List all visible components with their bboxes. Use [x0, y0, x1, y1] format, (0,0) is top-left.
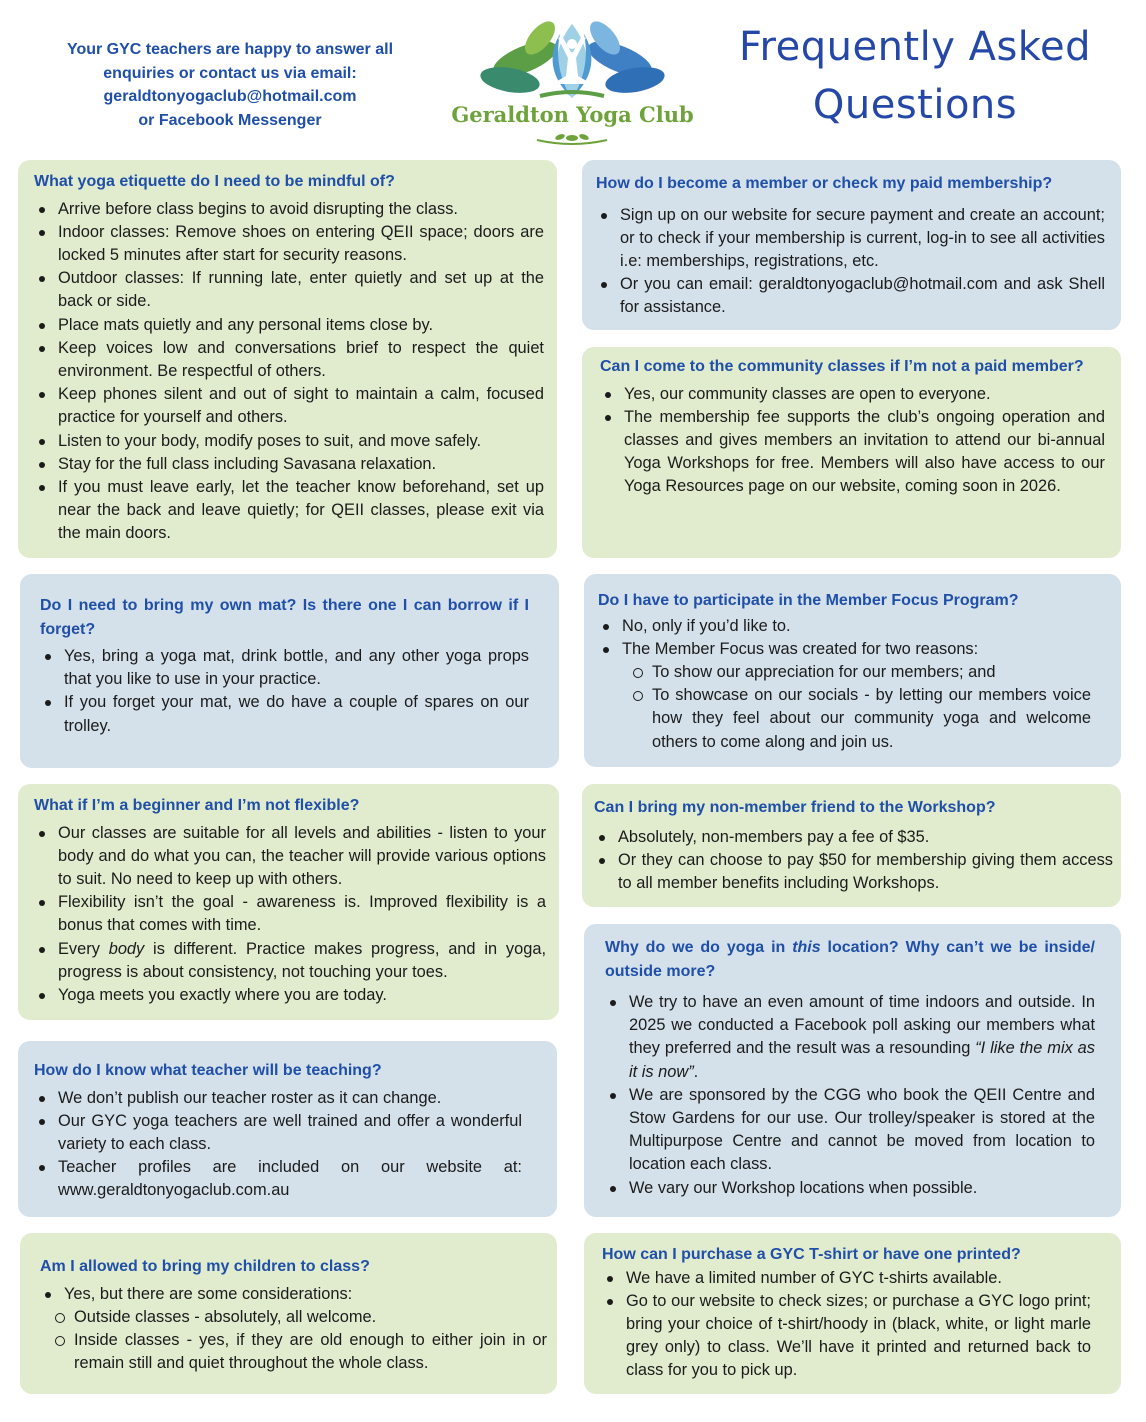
faq-card-beginner: [18, 784, 559, 1020]
sub-list-item: Outside classes - absolutely, all welcome.: [74, 1306, 547, 1329]
faq-card-tshirt: [584, 1233, 1121, 1394]
faq-answer-list: [602, 1267, 1091, 1383]
list-item: If you must leave early, let the teacher know beforehand, set up near the back and leave quietly; for QEII classes, please exit via the main doors.: [58, 476, 544, 546]
list-item: Absolutely, non-members pay a fee of $35.: [618, 826, 1113, 849]
faq-question: Am I allowed to bring my children to class?: [40, 1258, 370, 1275]
faq-answer-list: [596, 204, 1105, 320]
yoga-lotus-icon: [440, 14, 705, 104]
text-run: Every: [58, 939, 109, 958]
list-item: Go to our website to check sizes; or purchase a GYC logo print; bring your choice of t-shirt/hoody in (black, white, or light marle grey only) to class. We’ll have it printed and returned back to class for you to pick up.: [626, 1290, 1091, 1383]
faq-question: How can I purchase a GYC T-shirt or have one printed?: [602, 1246, 1021, 1263]
faq-question: Do I need to bring my own mat? Is there one I can borrow if I forget?: [40, 597, 529, 638]
list-item: We have a limited number of GYC t-shirts available.: [626, 1267, 1091, 1290]
faq-answer-list: [605, 991, 1095, 1200]
faq-question: [605, 936, 1095, 983]
faq-answer-list: [598, 615, 1091, 754]
title-line: Questions: [812, 82, 1018, 128]
faq-card-teacher: [18, 1041, 557, 1217]
list-item: Our GYC yoga teachers are well trained and offer a wonderful variety to each class.: [58, 1110, 522, 1156]
list-item: Yes, our community classes are open to everyone.: [624, 383, 1105, 406]
text-run: We try to have an even amount of time indoors and outside. In 2025 we conducted a Facebook poll asking our members what they preferred and the result was a resounding: [629, 993, 1095, 1058]
faq-card-friend: [582, 784, 1121, 907]
text-run: location? Why can’t we be inside/ outside more?: [605, 939, 1096, 980]
list-item: Listen to your body, modify poses to suit, and move safely.: [58, 430, 544, 453]
faq-answer-list: [34, 822, 546, 1008]
contact-info: [30, 38, 430, 132]
list-item: No, only if you’d like to.: [622, 615, 1091, 638]
list-item: [64, 1283, 547, 1376]
faq-sub-list: [622, 661, 1091, 754]
list-item: If you forget your mat, we do have a couple of spares on our trolley.: [64, 691, 529, 737]
faq-question: What yoga etiquette do I need to be mindful of?: [34, 173, 395, 190]
faq-card-etiquette: [18, 160, 557, 558]
text-run: is different. Practice makes progress, and in yoga, progress is about consistency, not touching your toes.: [58, 939, 546, 981]
contact-email: geraldtonyogaclub@hotmail.com: [103, 88, 357, 105]
faq-answer-list: [40, 645, 529, 738]
list-item: We vary our Workshop locations when possible.: [629, 1177, 1095, 1200]
list-item: Arrive before class begins to avoid disrupting the class.: [58, 198, 544, 221]
faq-question: How do I become a member or check my paid membership?: [596, 175, 1053, 192]
list-item: Yoga meets you exactly where you are today.: [58, 984, 546, 1007]
emphasis: this: [792, 939, 821, 956]
faq-question: Can I come to the community classes if I’m not a paid member?: [600, 358, 1084, 375]
list-item: Keep voices low and conversations brief to respect the quiet environment. Be respectful of others.: [58, 337, 544, 383]
logo-name: Geraldton Yoga Club: [451, 102, 694, 127]
text-run: Why do we do yoga in: [605, 939, 793, 956]
sub-list-item: To show our appreciation for our members; and: [652, 661, 1091, 684]
sub-list-item: Inside classes - yes, if they are old enough to either join in or remain still and quiet throughout the whole class.: [74, 1329, 547, 1375]
faq-card-membership: [582, 160, 1121, 330]
title-line: Frequently Asked: [738, 24, 1092, 70]
leaf-ornament-icon: [532, 130, 612, 150]
faq-card-children: [20, 1233, 557, 1394]
list-item: Teacher profiles are included on our website at: www.geraldtonyogaclub.com.au: [58, 1156, 522, 1202]
text-run: The Member Focus was created for two reasons:: [622, 639, 979, 658]
list-item: Place mats quietly and any personal items close by.: [58, 314, 544, 337]
faq-sub-list: [64, 1306, 547, 1376]
contact-line: enquiries or contact us via email:: [103, 64, 357, 82]
text-run: .: [693, 1062, 699, 1081]
list-item: Or you can email: geraldtonyogaclub@hotmail.com and ask Shell for assistance.: [620, 273, 1105, 319]
faq-question: Can I bring my non-member friend to the Workshop?: [594, 799, 996, 816]
faq-answer-list: [34, 198, 544, 546]
page-title: [705, 18, 1125, 134]
faq-card-community: [582, 347, 1121, 558]
list-item: We don’t publish our teacher roster as it can change.: [58, 1087, 522, 1110]
list-item: Keep phones silent and out of sight to maintain a calm, focused practice for yourself and others.: [58, 383, 544, 429]
text-run: Yes, but there are some considerations:: [64, 1284, 353, 1303]
faq-card-location: [584, 924, 1121, 1217]
list-item: Or they can choose to pay $50 for membership giving them access to all member benefits including Workshops.: [618, 849, 1113, 895]
list-item: Stay for the full class including Savasana relaxation.: [58, 453, 544, 476]
faq-answer-list: [40, 1283, 547, 1376]
club-logo: [440, 14, 705, 149]
list-item: Sign up on our website for secure payment and create an account; or to check if your membership is current, log-in to see all activities i.e: memberships, registrations, etc.: [620, 204, 1105, 274]
list-item: We are sponsored by the CGG who book the QEII Centre and Stow Gardens for our use. Our trolley/speaker is stored at the Multipurpose Centre and cannot be moved from location to location each class.: [629, 1084, 1095, 1177]
faq-card-mat: [20, 574, 559, 768]
faq-answer-list: [34, 1087, 522, 1203]
faq-question: What if I’m a beginner and I’m not flexible?: [34, 797, 360, 814]
contact-line: Your GYC teachers are happy to answer all: [66, 41, 394, 58]
list-item: Indoor classes: Remove shoes on entering QEII space; doors are locked 5 minutes after start for security reasons.: [58, 221, 544, 267]
contact-line: or Facebook Messenger: [138, 111, 322, 129]
faq-answer-list: [594, 826, 1113, 896]
emphasis: body: [108, 939, 145, 958]
faq-answer-list: [600, 383, 1105, 499]
list-item: Our classes are suitable for all levels and abilities - listen to your body and do what you can, the teacher will provide various options to suit. No need to keep up with others.: [58, 822, 546, 892]
list-item: [58, 938, 546, 984]
emphasis: “I like the mix as it is now”: [629, 1039, 1095, 1081]
list-item: Flexibility isn’t the goal - awareness is. Improved flexibility is a bonus that comes with time.: [58, 891, 546, 937]
list-item: The membership fee supports the club’s ongoing operation and classes and gives members an invitation to attend our bi-annual Yoga Workshops for free. Members will also have access to our Yoga Resources page on our website, coming soon in 2026.: [624, 406, 1105, 499]
list-item: [629, 991, 1095, 1084]
list-item: Outdoor classes: If running late, enter quietly and set up at the back or side.: [58, 267, 544, 313]
list-item: [622, 638, 1091, 754]
sub-list-item: To showcase on our socials - by letting our members voice how they feel about our community yoga and welcome others to come along and join us.: [652, 684, 1091, 754]
faq-question: How do I know what teacher will be teaching?: [34, 1062, 382, 1079]
faq-question: Do I have to participate in the Member Focus Program?: [598, 592, 1019, 609]
list-item: Yes, bring a yoga mat, drink bottle, and any other yoga props that you like to use in your practice.: [64, 645, 529, 691]
faq-card-focus: [584, 574, 1121, 767]
